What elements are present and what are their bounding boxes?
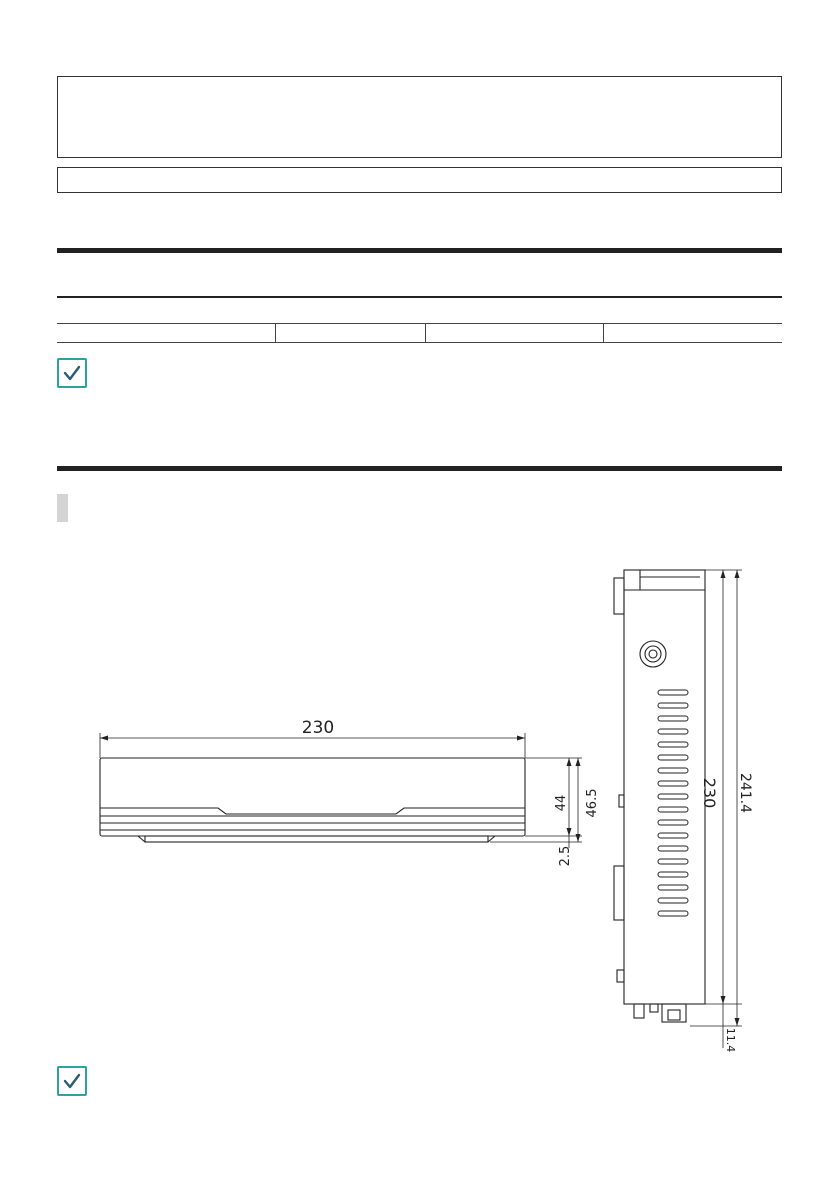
section-divider bbox=[57, 248, 782, 253]
side-view bbox=[614, 570, 742, 1048]
header-box bbox=[57, 76, 782, 158]
side-protrusion-label: 11.4 bbox=[724, 1027, 737, 1053]
section-divider bbox=[57, 466, 782, 471]
table-cell bbox=[604, 324, 782, 342]
table-top-rule bbox=[57, 296, 782, 298]
checkmark-icon bbox=[61, 1070, 83, 1092]
table-cell bbox=[426, 324, 604, 342]
vent-slots bbox=[658, 690, 688, 916]
checkmark-note-icon bbox=[57, 1066, 87, 1096]
table-cell bbox=[276, 324, 426, 342]
front-view bbox=[100, 733, 582, 848]
section-marker bbox=[57, 494, 68, 522]
front-total-height-label: 46.5 bbox=[585, 788, 600, 818]
side-depth-label: 230 bbox=[700, 777, 719, 809]
front-height-label: 44 bbox=[554, 794, 569, 812]
spec-table-row bbox=[57, 323, 782, 343]
header-subbox bbox=[57, 167, 782, 193]
dimension-drawing bbox=[0, 540, 840, 1070]
checkmark-icon bbox=[61, 362, 83, 384]
front-foot-label: 2.5 bbox=[558, 845, 573, 867]
checkmark-note-icon bbox=[57, 358, 87, 388]
front-width-label: 230 bbox=[301, 718, 335, 738]
side-total-depth-label: 241.4 bbox=[737, 772, 753, 814]
table-cell bbox=[57, 324, 276, 342]
